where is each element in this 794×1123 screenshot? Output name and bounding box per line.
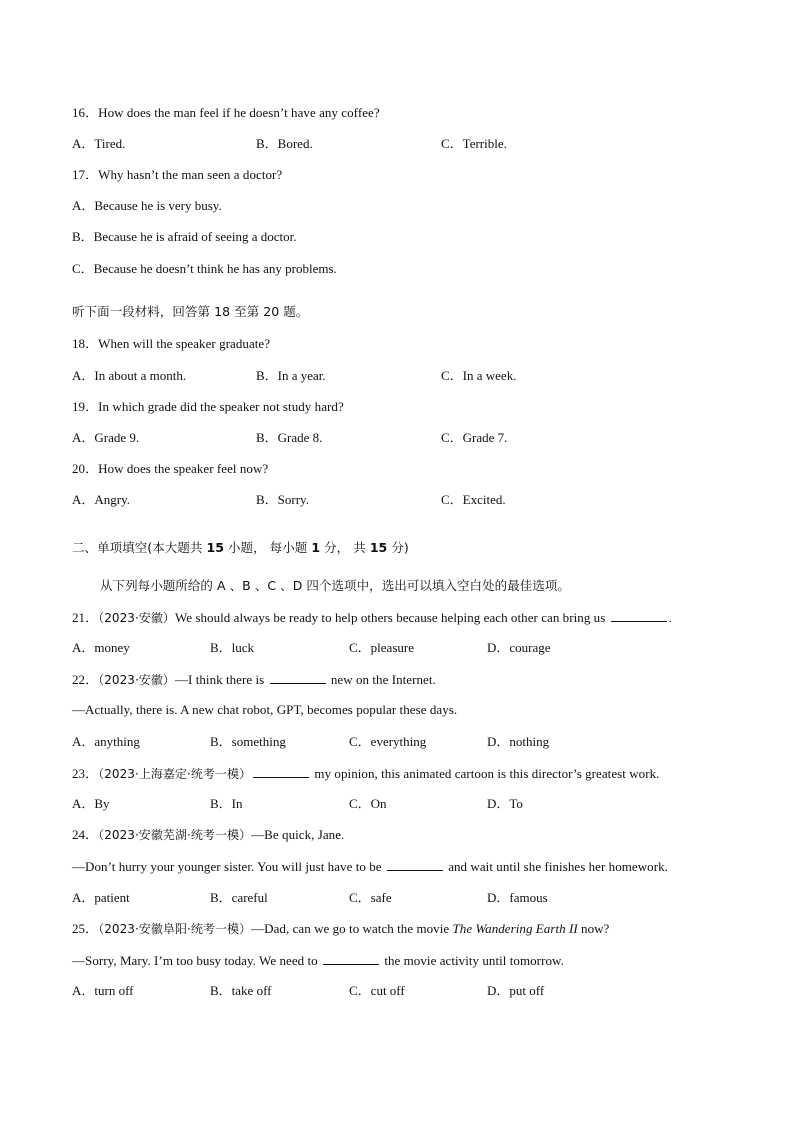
question-text: —I think there is bbox=[174, 672, 268, 687]
option-c: C．cut off bbox=[349, 983, 405, 998]
question-number: 18． bbox=[72, 336, 99, 351]
option-b: B．Because he is afraid of seeing a doctor. bbox=[72, 229, 297, 244]
option-a: A．money bbox=[72, 640, 130, 655]
option-a: A．In about a month. bbox=[72, 368, 187, 383]
option-a: A．Because he is very busy. bbox=[72, 198, 222, 213]
question-text: When will the speaker graduate? bbox=[98, 336, 271, 351]
answer-blank bbox=[323, 952, 379, 965]
option-b: B．take off bbox=[210, 983, 272, 998]
question-number: 25． bbox=[72, 921, 99, 936]
answer-blank bbox=[387, 858, 443, 871]
option-c: C．Terrible. bbox=[441, 136, 507, 151]
question-number: 16． bbox=[72, 105, 99, 120]
question-number: 21． bbox=[72, 610, 99, 625]
question-20 bbox=[72, 461, 268, 477]
option-c: C．Because he doesn’t think he has any problems. bbox=[72, 261, 337, 276]
option-a: A．By bbox=[72, 796, 110, 811]
question-24 bbox=[72, 827, 344, 843]
listening-instruction: 听下面一段材料，回答第 18 至第 20 题。 bbox=[72, 304, 309, 319]
option-b: B．careful bbox=[210, 890, 268, 905]
question-source: （2023·上海嘉定·统考一模） bbox=[98, 767, 252, 781]
option-a: A．Tired. bbox=[72, 136, 126, 151]
question-source: （2023·安徽） bbox=[98, 611, 175, 625]
option-b: B．In a year. bbox=[256, 368, 326, 383]
answer-blank bbox=[611, 609, 667, 622]
option-a: A．patient bbox=[72, 890, 130, 905]
option-a: A．Angry. bbox=[72, 492, 131, 507]
question-number: 23． bbox=[72, 766, 99, 781]
question-22: 22．（2023·安徽）—I think there is new on the Internet. bbox=[72, 672, 436, 687]
question-16 bbox=[72, 105, 380, 121]
option-c: C．everything bbox=[349, 734, 427, 749]
question-number: 24． bbox=[72, 827, 99, 842]
question-17 bbox=[72, 167, 282, 183]
section-instruction: 从下列每小题所给的 A 、B 、C 、D 四个选项中，选出可以填入空白处的最佳选项。 bbox=[100, 578, 570, 593]
question-24-line2: —Don’t hurry your younger sister. You will just have to be and wait until she finishes her homework. bbox=[72, 859, 668, 874]
option-d: D．nothing bbox=[487, 734, 550, 749]
question-number: 20． bbox=[72, 461, 99, 476]
option-d: D．famous bbox=[487, 890, 548, 905]
option-b: B．Sorry. bbox=[256, 492, 309, 507]
question-23 bbox=[72, 765, 659, 782]
option-d: D．courage bbox=[487, 640, 551, 655]
movie-title: The Wandering Earth II bbox=[452, 921, 578, 936]
question-25-line2: —Sorry, Mary. I’m too busy today. We need to the movie activity until tomorrow. bbox=[72, 953, 564, 968]
option-c: C．Grade 7. bbox=[441, 430, 508, 445]
question-22-line2: —Actually, there is. A new chat robot, GPT, becomes popular these days. bbox=[72, 702, 458, 717]
question-source: （2023·安徽芜湖·统考一模） bbox=[98, 828, 252, 842]
question-number: 17． bbox=[72, 167, 99, 182]
option-b: B．Grade 8. bbox=[256, 430, 323, 445]
question-text: —Dad, can we go to watch the movie bbox=[251, 921, 453, 936]
question-19 bbox=[72, 399, 344, 415]
question-text: We should always be ready to help others because helping each other can bring us bbox=[174, 610, 609, 625]
question-18 bbox=[72, 336, 270, 352]
option-c: C．pleasure bbox=[349, 640, 414, 655]
question-21: 21．（2023·安徽）We should always be ready to help others because helping each other can bring us . bbox=[72, 610, 672, 625]
option-b: B．luck bbox=[210, 640, 255, 655]
option-b: B．Bored. bbox=[256, 136, 313, 151]
option-a: A．turn off bbox=[72, 983, 134, 998]
option-c: C．On bbox=[349, 796, 387, 811]
question-text: How does the man feel if he doesn’t have any coffee? bbox=[98, 105, 380, 120]
section-heading: 二、单项填空(本大题共 15 小题， 每小题 1 分， 共 15 分) bbox=[72, 540, 409, 555]
question-text: How does the speaker feel now? bbox=[98, 461, 269, 476]
option-a: A．anything bbox=[72, 734, 140, 749]
answer-blank bbox=[270, 671, 326, 684]
question-text: In which grade did the speaker not study hard? bbox=[98, 399, 344, 414]
answer-blank bbox=[253, 765, 309, 778]
question-25: 25．（2023·安徽阜阳·统考一模）—Dad, can we go to watch the movie The Wandering Earth II now? bbox=[72, 921, 610, 936]
question-source: （2023·安徽阜阳·统考一模） bbox=[98, 922, 252, 936]
question-number: 19． bbox=[72, 399, 99, 414]
option-a: A．Grade 9. bbox=[72, 430, 140, 445]
option-c: C．safe bbox=[349, 890, 392, 905]
option-b: B．In bbox=[210, 796, 243, 811]
option-c: C．In a week. bbox=[441, 368, 517, 383]
option-d: D．To bbox=[487, 796, 523, 811]
question-text: Why hasn’t the man seen a doctor? bbox=[98, 167, 283, 182]
question-source: （2023·安徽） bbox=[98, 673, 175, 687]
option-c: C．Excited. bbox=[441, 492, 506, 507]
option-b: B．something bbox=[210, 734, 286, 749]
option-d: D．put off bbox=[487, 983, 545, 998]
question-text: —Be quick, Jane. bbox=[251, 827, 345, 842]
question-number: 22． bbox=[72, 672, 99, 687]
question-text: my opinion, this animated cartoon is this director’s greatest work. bbox=[311, 766, 660, 781]
